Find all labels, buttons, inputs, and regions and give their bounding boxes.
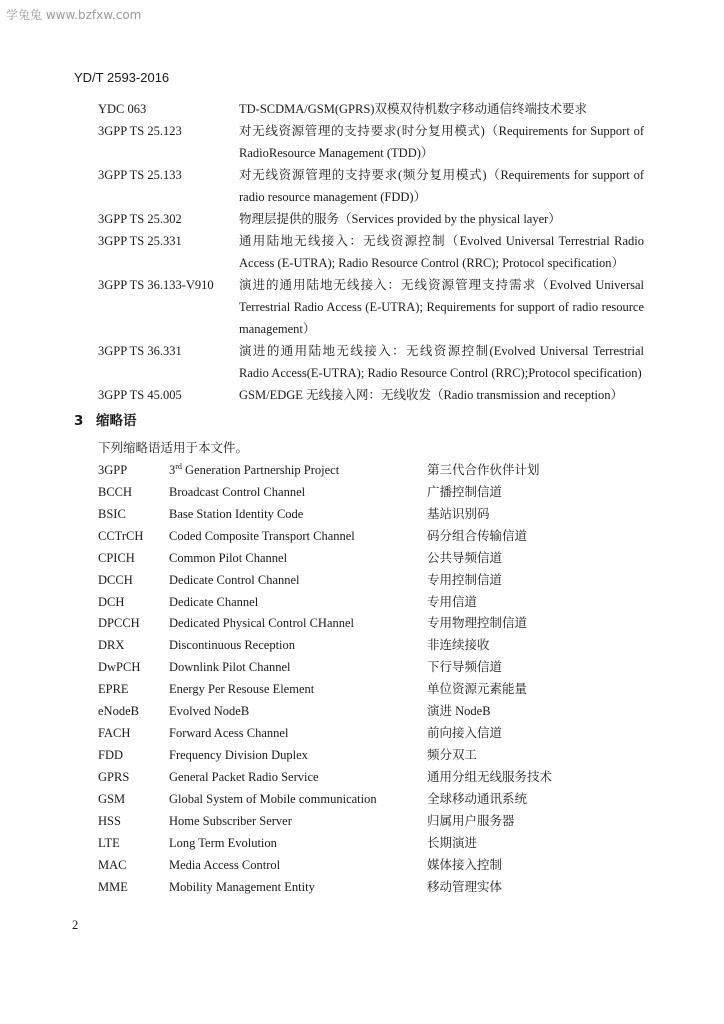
section-number: 3 — [74, 413, 84, 429]
abbreviation-chinese: 长期演进 — [427, 835, 478, 850]
reference-code: 3GPP TS 45.005 — [98, 388, 182, 402]
reference-code: YDC 063 — [98, 102, 147, 116]
abbreviation-english: Frequency Division Duplex — [169, 747, 308, 762]
abbreviation-chinese: 专用控制信道 — [427, 572, 503, 587]
abbreviation-english: Dedicate Control Channel — [169, 572, 300, 587]
abbreviation-code: MME — [98, 879, 128, 894]
reference-code: 3GPP TS 25.331 — [98, 234, 182, 248]
reference-title: 对无线资源管理的支持要求(频分复用模式)（Requirements for support of radio resource management (FDD)） — [239, 168, 644, 204]
abbreviation-row — [98, 504, 658, 526]
abbreviation-english: Home Subscriber Server — [169, 813, 292, 828]
abbreviation-row — [98, 679, 658, 701]
ordinal-number: 3 — [169, 463, 176, 477]
abbreviation-chinese: 单位资源元素能量 — [427, 682, 528, 697]
section-heading — [74, 409, 137, 429]
english-rest: Generation Partnership Project — [181, 463, 340, 477]
watermark-text: 学兔兔 www.bzfxw.com — [6, 8, 142, 22]
abbreviation-chinese: 码分组合传输信道 — [427, 528, 528, 543]
abbreviation-code: 3GPP — [98, 463, 128, 477]
abbreviation-english: Long Term Evolution — [169, 835, 277, 850]
reference-title: 通用陆地无线接入：无线资源控制（Evolved Universal Terrestrial Radio Access (E-UTRA); Radio Resource Control (RRC); Protocol specification） — [239, 234, 644, 270]
abbreviation-chinese: 移动管理实体 — [427, 879, 503, 894]
abbreviation-english: Dedicated Physical Control CHannel — [169, 616, 355, 631]
abbreviation-code: FACH — [98, 726, 131, 741]
reference-code: 3GPP TS 25.123 — [98, 124, 182, 138]
abbreviation-row — [98, 482, 658, 504]
abbreviation-row — [98, 526, 658, 548]
abbreviation-code: eNodeB — [98, 704, 139, 719]
page-number: 2 — [72, 918, 79, 932]
abbreviation-english: Base Station Identity Code — [169, 506, 304, 521]
abbreviation-english: Common Pilot Channel — [169, 550, 288, 565]
abbreviation-chinese: 公共导频信道 — [427, 550, 503, 565]
abbreviation-code: BSIC — [98, 506, 126, 521]
abbreviation-code: FDD — [98, 747, 124, 762]
reference-item — [98, 274, 644, 340]
reference-title: 物理层提供的服务（Services provided by the physical layer） — [239, 212, 561, 226]
abbreviation-row — [98, 811, 658, 833]
abbreviation-english: Downlink Pilot Channel — [169, 660, 291, 675]
abbreviation-english — [169, 460, 427, 482]
abbreviation-row — [98, 833, 658, 855]
abbreviation-chinese: 专用信道 — [427, 594, 478, 609]
abbreviation-english: Forward Acess Channel — [169, 726, 289, 741]
abbreviation-chinese: 频分双工 — [427, 747, 478, 762]
abbreviations-table — [98, 460, 658, 898]
reference-item — [98, 230, 644, 274]
abbreviation-english: Broadcast Control Channel — [169, 484, 306, 499]
abbreviation-code: DCCH — [98, 572, 133, 587]
abbreviation-chinese: 专用物理控制信道 — [427, 616, 528, 631]
abbreviation-chinese: 第三代合作伙伴计划 — [427, 463, 540, 477]
abbreviation-code: CCTrCH — [98, 528, 144, 543]
abbreviation-row — [98, 855, 658, 877]
abbreviation-row — [98, 789, 658, 811]
abbreviation-row — [98, 745, 658, 767]
abbreviation-row — [98, 592, 658, 614]
abbreviation-english: Energy Per Resouse Element — [169, 682, 315, 697]
reference-title: 对无线资源管理的支持要求(时分复用模式)（Requirements for Support of RadioResource Management (TDD)） — [239, 124, 644, 160]
abbreviation-row — [98, 460, 658, 482]
abbreviation-code: EPRE — [98, 682, 129, 697]
abbreviation-code: MAC — [98, 857, 127, 872]
abbreviation-english: Mobility Management Entity — [169, 879, 315, 894]
abbreviation-chinese: 通用分组无线服务技术 — [427, 769, 553, 784]
reference-item — [98, 164, 644, 208]
abbreviation-chinese: 广播控制信道 — [427, 484, 503, 499]
reference-code: 3GPP TS 36.133-V910 — [98, 278, 214, 292]
abbreviation-row — [98, 657, 658, 679]
reference-title: 演进的通用陆地无线接入：无线资源控制(Evolved Universal Terrestrial Radio Access(E-UTRA); Radio Resource Control (RRC);Protocol specification) — [239, 344, 644, 380]
ordinal-suffix: rd — [175, 461, 182, 471]
abbreviation-code: LTE — [98, 835, 120, 850]
abbreviation-code: HSS — [98, 813, 121, 828]
abbreviation-english: Evolved NodeB — [169, 704, 250, 719]
abbreviation-chinese: 演进 NodeB — [427, 704, 491, 719]
abbreviation-code: DRX — [98, 638, 125, 653]
abbreviation-row — [98, 570, 658, 592]
normative-references-list — [98, 98, 644, 406]
abbreviation-row — [98, 877, 658, 899]
abbreviation-code: BCCH — [98, 484, 133, 499]
reference-title: GSM/EDGE 无线接入网：无线收发（Radio transmission and reception） — [239, 388, 623, 402]
abbreviation-row — [98, 548, 658, 570]
abbreviation-chinese: 下行导频信道 — [427, 660, 503, 675]
reference-item — [98, 384, 644, 406]
reference-code: 3GPP TS 25.133 — [98, 168, 182, 182]
abbreviation-code: DwPCH — [98, 660, 141, 675]
abbreviation-row — [98, 701, 658, 723]
document-code-header: YD/T 2593-2016 — [74, 70, 170, 85]
abbreviation-row — [98, 723, 658, 745]
reference-code: 3GPP TS 25.302 — [98, 212, 182, 226]
reference-item — [98, 208, 644, 230]
abbreviation-row — [98, 613, 658, 635]
abbreviation-code: CPICH — [98, 550, 135, 565]
abbreviation-chinese: 归属用户服务器 — [427, 813, 515, 828]
reference-title: 演进的通用陆地无线接入：无线资源管理支持需求（Evolved Universal Terrestrial Radio Access (E-UTRA); Requirements for support of radio resource management） — [239, 278, 644, 336]
abbreviation-code: DPCCH — [98, 616, 140, 631]
abbreviation-english: Discontinuous Reception — [169, 638, 296, 653]
section-title: 缩略语 — [96, 413, 137, 429]
abbreviation-code: GPRS — [98, 769, 130, 784]
abbreviation-code: DCH — [98, 594, 125, 609]
abbreviation-chinese: 非连续接收 — [427, 638, 490, 653]
abbreviation-row — [98, 767, 658, 789]
abbreviation-english: Global System of Mobile communication — [169, 791, 377, 806]
reference-item — [98, 120, 644, 164]
abbreviation-english: General Packet Radio Service — [169, 769, 319, 784]
abbreviation-chinese: 媒体接入控制 — [427, 857, 503, 872]
abbreviation-chinese: 全球移动通讯系统 — [427, 791, 528, 806]
abbreviation-chinese: 前向接入信道 — [427, 726, 503, 741]
abbreviation-code: GSM — [98, 791, 126, 806]
abbreviation-english: Media Access Control — [169, 857, 281, 872]
abbreviation-english: Coded Composite Transport Channel — [169, 528, 355, 543]
reference-item — [98, 98, 644, 120]
abbreviation-chinese: 基站识别码 — [427, 506, 490, 521]
reference-title: TD-SCDMA/GSM(GPRS)双模双待机数字移动通信终端技术要求 — [239, 102, 587, 116]
reference-code: 3GPP TS 36.331 — [98, 344, 182, 358]
section-intro-text: 下列缩略语适用于本文件。 — [98, 441, 249, 455]
reference-item — [98, 340, 644, 384]
abbreviation-row — [98, 635, 658, 657]
abbreviation-english: Dedicate Channel — [169, 594, 259, 609]
